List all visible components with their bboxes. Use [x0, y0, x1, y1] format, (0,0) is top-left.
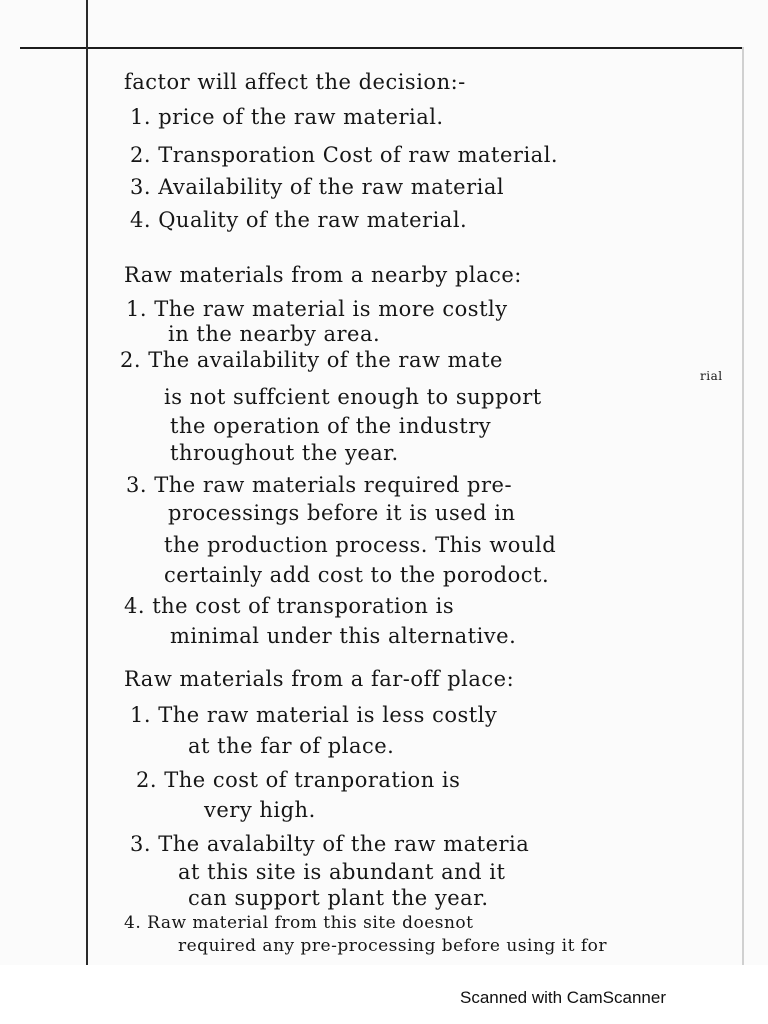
- nearby-item-1: 1. The raw material is more costly: [126, 297, 508, 321]
- nearby-item-2-cont-2: the operation of the industry: [170, 414, 492, 438]
- scanner-watermark: Scanned with CamScanner: [460, 988, 667, 1007]
- page-edge: [742, 47, 744, 965]
- nearby-item-2-cont-3: throughout the year.: [170, 441, 399, 465]
- far-item-4-cont: required any pre-processing before using it for: [178, 936, 608, 956]
- heading-far-off: Raw materials from a far-off place:: [124, 667, 515, 691]
- nearby-item-3-cont-2: the production process. This would: [164, 533, 557, 557]
- nearby-item-4: 4. the cost of transporation is: [124, 594, 455, 618]
- far-item-2: 2. The cost of tranporation is: [136, 768, 461, 792]
- heading-nearby: Raw materials from a nearby place:: [124, 263, 522, 287]
- heading-factors: factor will affect the decision:-: [124, 70, 466, 94]
- nearby-item-3-cont-3: certainly add cost to the porodoct.: [164, 563, 550, 587]
- far-item-1: 1. The raw material is less costly: [130, 703, 498, 727]
- nearby-item-3-cont-1: processings before it is used in: [168, 501, 516, 525]
- far-item-3-cont-1: at this site is abundant and it: [178, 860, 506, 884]
- nearby-item-3: 3. The raw materials required pre-: [126, 473, 513, 497]
- far-item-3: 3. The avalabilty of the raw materia: [130, 832, 530, 856]
- far-item-3-cont-2: can support plant the year.: [188, 886, 489, 910]
- factor-item-1: 1. price of the raw material.: [130, 105, 444, 129]
- factor-item-2: 2. Transporation Cost of raw material.: [130, 143, 559, 167]
- factor-item-3: 3. Availability of the raw material: [130, 175, 505, 199]
- factor-item-4: 4. Quality of the raw material.: [130, 208, 468, 232]
- nearby-item-2-cont-1: is not suffcient enough to support: [164, 385, 542, 409]
- nearby-item-2-suffix: rial: [700, 369, 723, 383]
- top-rule-line: [20, 47, 742, 49]
- far-item-4: 4. Raw material from this site doesnot: [124, 913, 474, 933]
- nearby-item-4-cont: minimal under this alternative.: [170, 624, 517, 648]
- nearby-item-2: 2. The availability of the raw mate: [120, 348, 503, 372]
- nearby-item-1-cont: in the nearby area.: [168, 322, 381, 346]
- far-item-2-cont: very high.: [204, 798, 316, 822]
- far-item-1-cont: at the far of place.: [188, 734, 395, 758]
- margin-line: [86, 0, 88, 965]
